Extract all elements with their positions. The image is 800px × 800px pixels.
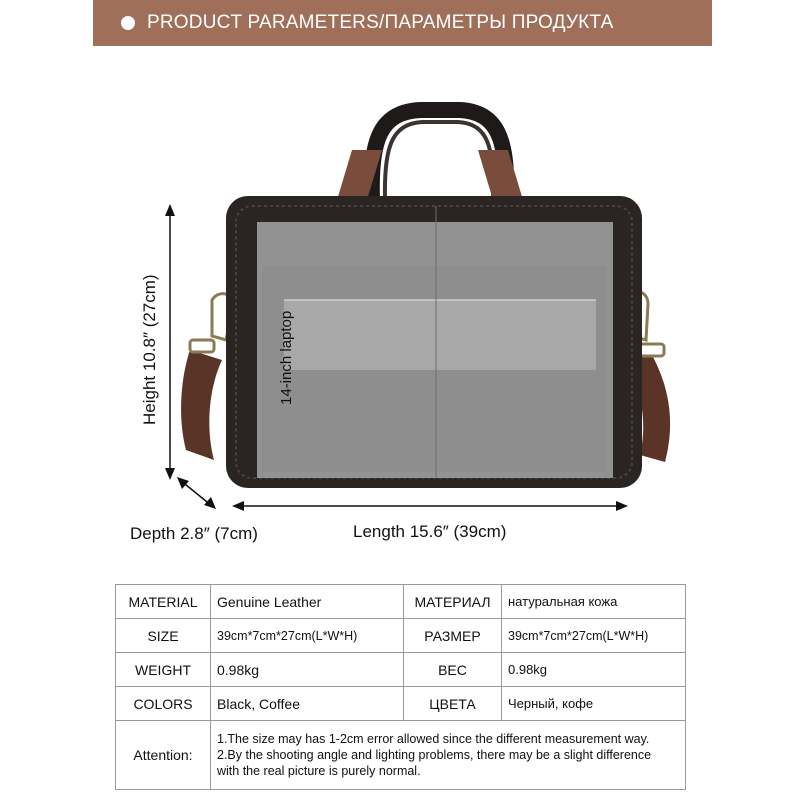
attention-row bbox=[116, 721, 686, 790]
parameters-table bbox=[115, 584, 686, 790]
param-value: 0.98kg bbox=[211, 653, 404, 687]
param-value-ru: 39cm*7cm*27cm(L*W*H) bbox=[502, 619, 686, 653]
attention-line: 1.The size may has 1-2cm error allowed since the different measurement way. bbox=[217, 732, 650, 746]
table-row bbox=[116, 687, 686, 721]
param-value: Black, Coffee bbox=[211, 687, 404, 721]
banner-title: PRODUCT PARAMETERS/ПАРАМЕТРЫ ПРОДУКТА bbox=[147, 12, 614, 33]
length-label: Length 15.6″ (39cm) bbox=[353, 522, 507, 541]
param-key-ru: ЦВЕТА bbox=[404, 687, 502, 721]
table-row bbox=[116, 585, 686, 619]
height-label: Height 10.8″ (27cm) bbox=[140, 274, 159, 425]
param-key: MATERIAL bbox=[116, 585, 211, 619]
laptop-size-label: 14-inch laptop bbox=[278, 310, 295, 405]
param-key-ru: МАТЕРИАЛ bbox=[404, 585, 502, 619]
attention-line: 2.By the shooting angle and lighting problems, there may be a slight difference bbox=[217, 748, 652, 762]
attention-label: Attention: bbox=[116, 721, 211, 790]
param-key: WEIGHT bbox=[116, 653, 211, 687]
attention-notes bbox=[211, 721, 686, 790]
depth-label: Depth 2.8″ (7cm) bbox=[130, 524, 258, 543]
param-key-ru: ВЕС bbox=[404, 653, 502, 687]
shoulder-strap-left bbox=[181, 350, 222, 460]
param-key: SIZE bbox=[116, 619, 211, 653]
param-value-ru: натуральная кожа bbox=[502, 585, 686, 619]
table-row bbox=[116, 653, 686, 687]
param-value-ru: 0.98kg bbox=[502, 653, 686, 687]
param-key: COLORS bbox=[116, 687, 211, 721]
table-row bbox=[116, 619, 686, 653]
attention-line: with the real picture is purely normal. bbox=[217, 764, 421, 778]
param-value: Genuine Leather bbox=[211, 585, 404, 619]
param-value: 39cm*7cm*27cm(L*W*H) bbox=[211, 619, 404, 653]
param-value-ru: Черный, кофе bbox=[502, 687, 686, 721]
param-key-ru: РАЗМЕР bbox=[404, 619, 502, 653]
